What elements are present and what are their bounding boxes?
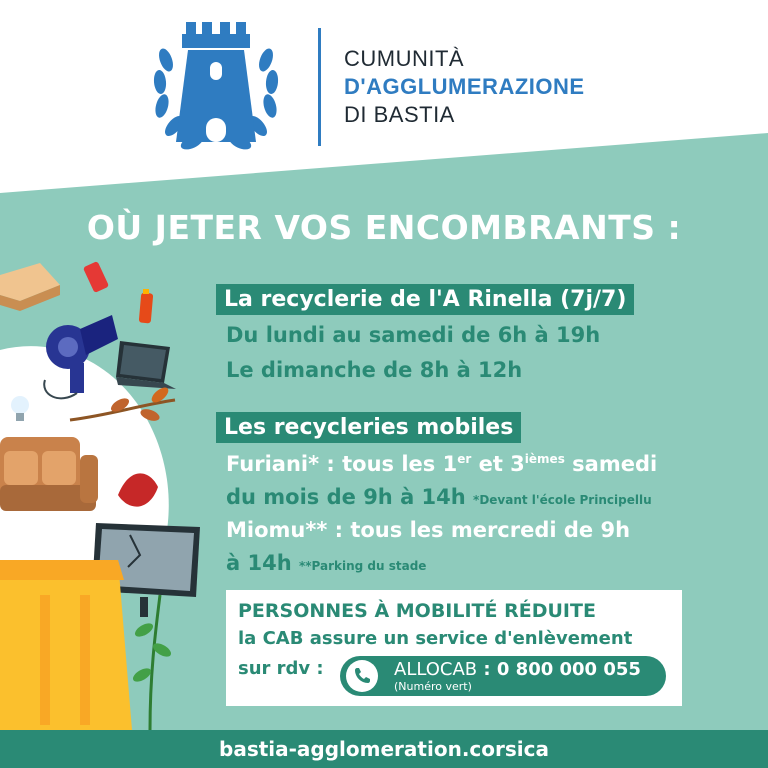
pmr-text-line2: sur rdv :	[238, 658, 324, 679]
furiani-schedule	[226, 452, 657, 476]
org-line-3: DI BASTIA	[344, 102, 455, 127]
allocab-free-number-note: (Numéro vert)	[394, 680, 472, 693]
phone-icon	[346, 660, 378, 692]
allocab-label	[394, 659, 641, 680]
miomu-schedule-line2	[226, 551, 426, 575]
miomu-hours: à 14h	[226, 551, 292, 575]
furiani-schedule-line2	[226, 485, 652, 509]
furiani-text-a: Furiani* : tous les 1	[226, 452, 458, 476]
page-title: OÙ JETER VOS ENCOMBRANTS :	[86, 208, 682, 247]
furiani-location-note: *Devant l'école Principellu	[473, 493, 652, 507]
rinella-schedule-weekdays: Du lundi au samedi de 6h à 19h	[226, 323, 601, 347]
reduced-mobility-box	[226, 590, 682, 706]
organization-name	[344, 45, 585, 129]
furiani-text-c: samedi	[564, 452, 658, 476]
furiani-sup-1: er	[457, 452, 472, 466]
furiani-hours: du mois de 9h à 14h	[226, 485, 466, 509]
pmr-text-line1: la CAB assure un service d'enlèvement	[238, 628, 633, 649]
furiani-text-b: et 3	[471, 452, 525, 476]
miomu-location-note: **Parking du stade	[298, 559, 427, 573]
dumpster-icon	[0, 560, 132, 730]
allocab-phone-pill[interactable]	[340, 656, 666, 696]
org-line-2: D'AGGLUMERAZIONE	[344, 74, 585, 99]
allocab-name: ALLOCAB	[394, 659, 478, 680]
logo-divider	[318, 28, 321, 146]
laptop-icon	[116, 341, 176, 389]
pallet-icon	[0, 263, 60, 311]
section-title-rinella: La recyclerie de l'A Rinella (7j/7)	[216, 284, 634, 315]
pmr-title: PERSONNES À MOBILITÉ RÉDUITE	[238, 600, 596, 622]
soda-can-icon	[83, 261, 109, 293]
tower-laurel-logo	[150, 20, 282, 155]
section-title-mobiles: Les recycleries mobiles	[216, 412, 521, 443]
miomu-schedule: Miomu** : tous les mercredi de 9h	[226, 518, 631, 542]
furiani-sup-2: ièmes	[524, 452, 565, 466]
org-line-1: CUMUNITÀ	[344, 46, 465, 71]
rinella-schedule-sunday: Le dimanche de 8h à 12h	[226, 358, 523, 382]
battery-icon	[139, 289, 154, 323]
bulky-waste-illustration	[0, 255, 230, 730]
website-footer[interactable]: bastia-agglomeration.corsica	[0, 730, 768, 768]
plant-icon	[131, 595, 173, 730]
allocab-number: : 0 800 000 055	[477, 659, 641, 680]
